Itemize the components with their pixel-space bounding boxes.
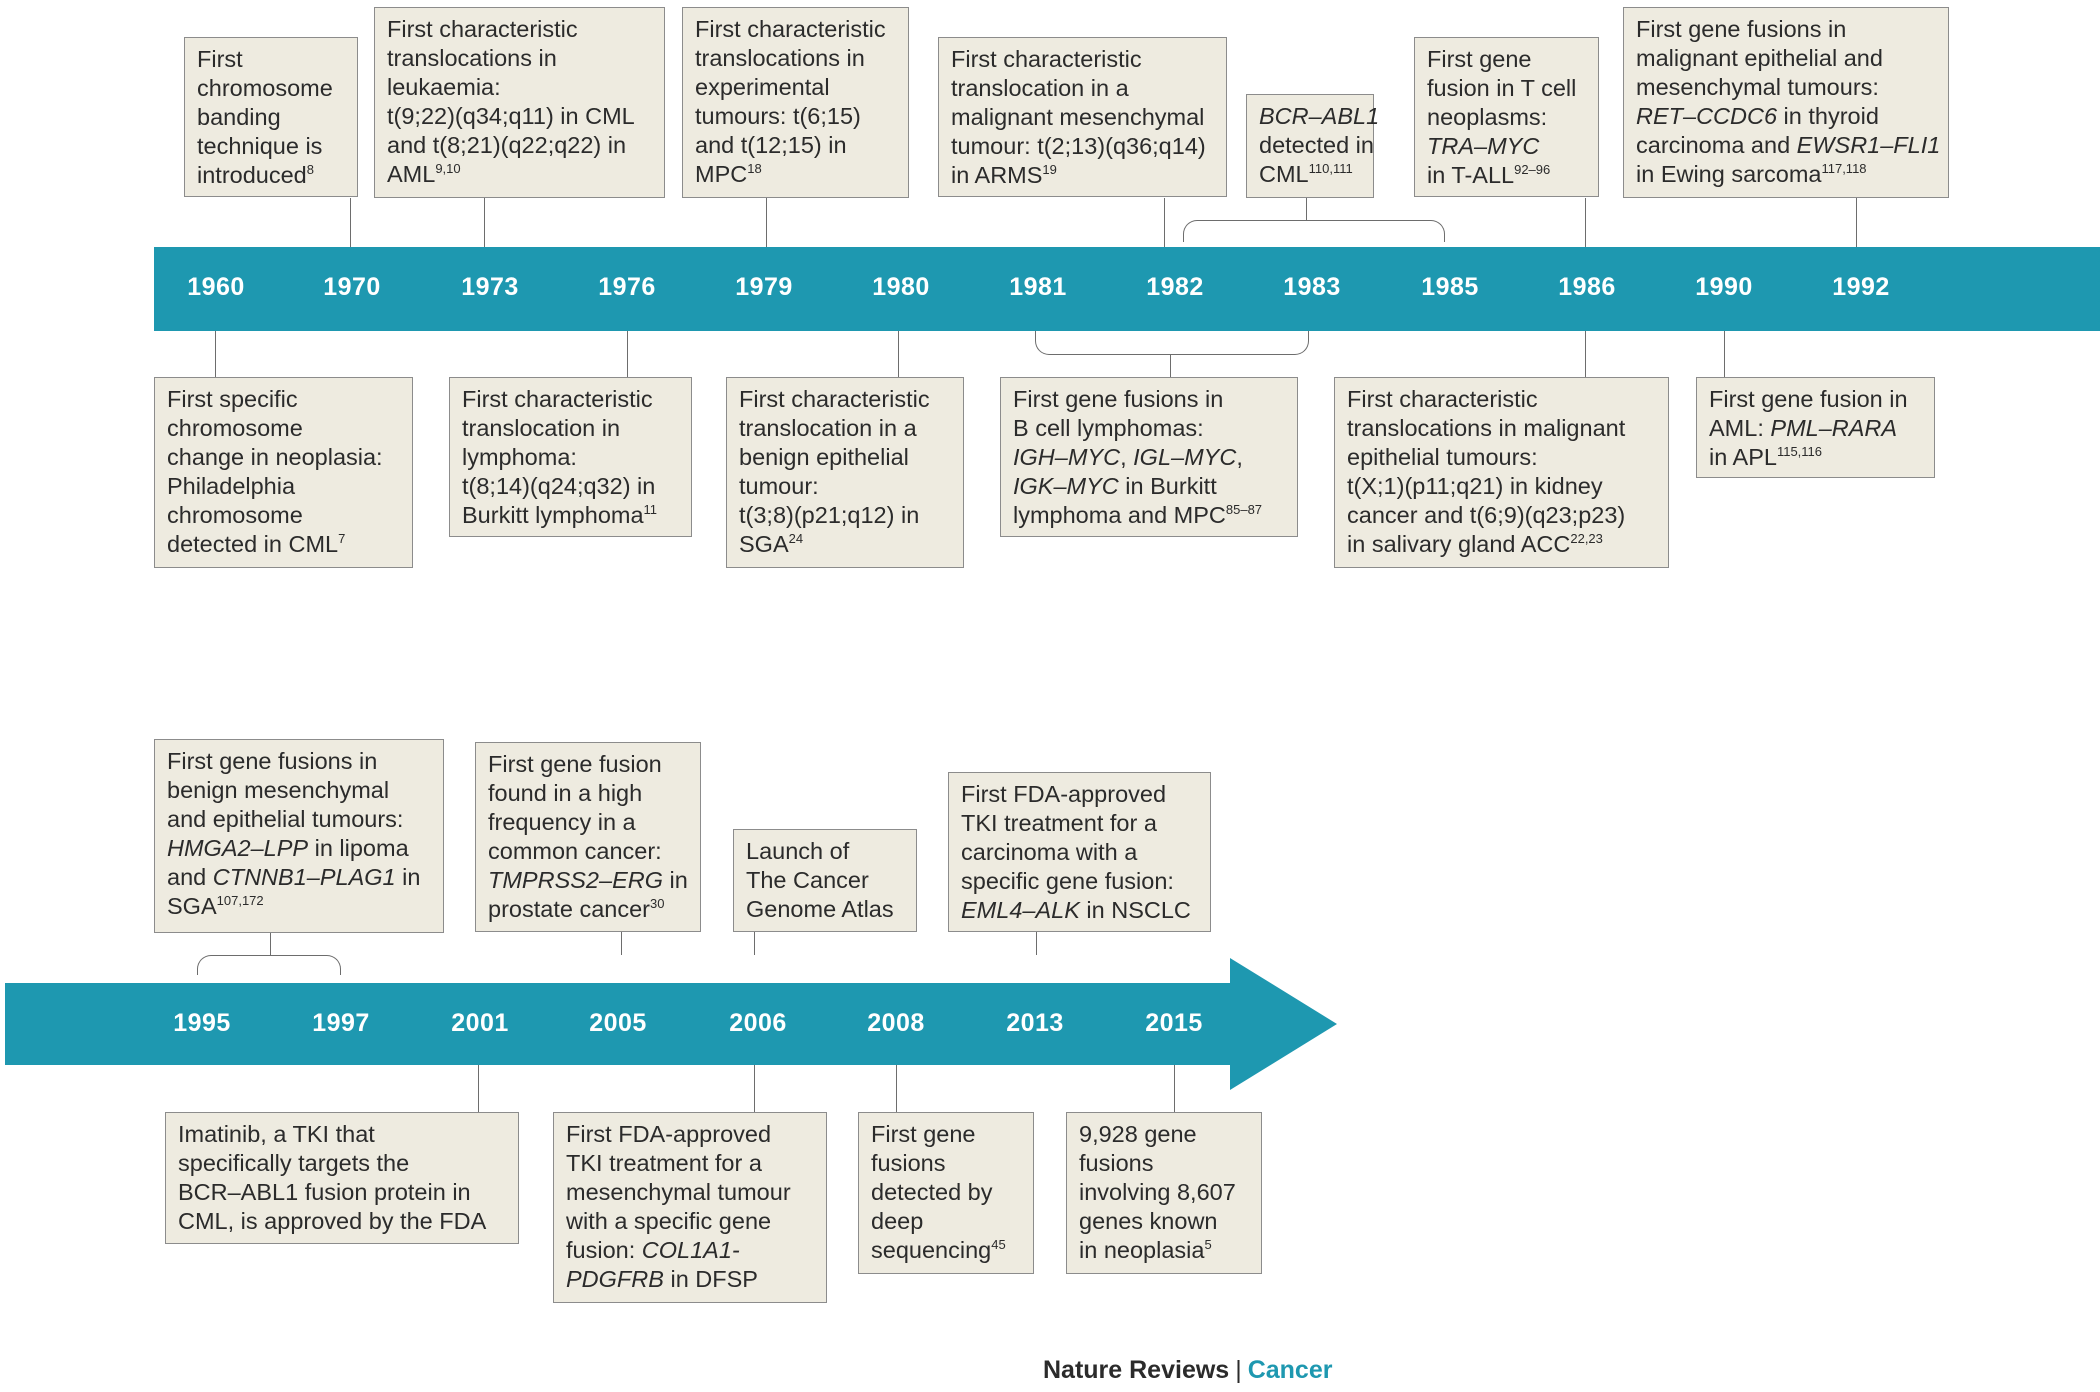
event-text-line: Launch of — [746, 838, 850, 864]
connector-line — [766, 198, 767, 247]
connector-line — [1174, 1065, 1175, 1112]
event-box-top2-1995-1997 — [154, 739, 444, 933]
event-text-line: in neoplasia$^5$ — [1079, 1237, 1212, 1263]
event-text-line: First gene fusions in — [1013, 386, 1224, 412]
event-text-line: translocation in a — [739, 415, 917, 441]
event-text-line: carcinoma with a — [961, 839, 1138, 865]
event-text-line: neoplasms: — [1427, 104, 1548, 130]
event-text-line: SGA$^{24}$ — [739, 531, 804, 557]
event-box-bottom-1986 — [1334, 377, 1669, 568]
event-text-line: change in neoplasia: — [167, 444, 383, 470]
event-text-line: introduced$^8$ — [197, 162, 314, 188]
event-text-line: experimental — [695, 74, 830, 100]
event-text-line: technique is — [197, 133, 323, 159]
event-text-line: benign mesenchymal — [167, 777, 390, 803]
event-text-line: genes known — [1079, 1208, 1218, 1234]
year-label-1990: 1990 — [1695, 273, 1753, 301]
year-label-1985: 1985 — [1421, 273, 1479, 301]
event-box-top-1992 — [1623, 7, 1949, 198]
event-text-line: translocation in — [462, 415, 621, 441]
event-box-bottom2-2005 — [553, 1112, 827, 1303]
event-text-line: t(8;14)(q24;q32) in — [462, 473, 656, 499]
event-text-line: Philadelphia — [167, 473, 296, 499]
event-text-line: mesenchymal tumour — [566, 1179, 791, 1205]
event-text-line: translocation in a — [951, 75, 1129, 101]
event-text-line: translocations in malignant — [1347, 415, 1626, 441]
event-text-line: fusion: COL1A1- — [566, 1237, 740, 1263]
year-label-1960: 1960 — [187, 273, 245, 301]
event-text-line: CML, is approved by the FDA — [178, 1208, 487, 1234]
event-text-line: chromosome — [167, 415, 303, 441]
event-text-line: TRA–MYC — [1427, 133, 1540, 159]
event-text-line: Imatinib, a TKI that — [178, 1121, 375, 1147]
event-text-line: Burkitt lymphoma$^{11}$ — [462, 502, 658, 528]
connector-line — [627, 331, 628, 377]
year-label-1982: 1982 — [1146, 273, 1204, 301]
event-text-line: benign epithelial — [739, 444, 909, 470]
year-range-bracket — [1183, 220, 1445, 242]
event-text-line: tumour: t(2;13)(q36;q14) — [951, 133, 1206, 159]
connector-line — [1170, 355, 1171, 377]
event-text-line: First FDA-approved — [566, 1121, 772, 1147]
event-box-bottom-1976 — [449, 377, 692, 537]
year-label-2013: 2013 — [1006, 1009, 1064, 1037]
event-box-bottom-1990 — [1696, 377, 1935, 478]
event-text-line: Genome Atlas — [746, 896, 894, 922]
event-text-line: First gene — [1427, 46, 1532, 72]
year-label-1970: 1970 — [323, 273, 381, 301]
connector-line — [484, 198, 485, 247]
connector-line — [1585, 331, 1586, 377]
connector-line — [1164, 198, 1165, 247]
event-text-line: and CTNNB1–PLAG1 in — [167, 864, 421, 890]
event-text-line: TMPRSS2–ERG in — [488, 867, 688, 893]
event-box-top2-2013 — [948, 772, 1211, 932]
event-text-line: detected in CML$^7$ — [167, 531, 346, 557]
event-text-line: sequencing$^{45}$ — [871, 1237, 1006, 1263]
event-text-line: lymphoma: — [462, 444, 577, 470]
event-text-line: First gene fusion in — [1709, 386, 1908, 412]
connector-line — [1856, 198, 1857, 247]
event-text-line: B cell lymphomas: — [1013, 415, 1204, 441]
event-text-line: translocations in — [695, 45, 865, 71]
year-label-1986: 1986 — [1558, 273, 1616, 301]
event-text-line: First gene fusions in — [1636, 16, 1847, 42]
connector-line — [478, 1065, 479, 1112]
event-text-line: and epithelial tumours: — [167, 806, 404, 832]
event-text-line: IGH–MYC, IGL–MYC, — [1013, 444, 1243, 470]
event-text-line: chromosome — [197, 75, 333, 101]
event-text-line: mesenchymal tumours: — [1636, 74, 1879, 100]
event-box-bottom-1980 — [726, 377, 964, 568]
event-text-line: frequency in a — [488, 809, 636, 835]
event-text-line: First gene — [871, 1121, 976, 1147]
year-label-1979: 1979 — [735, 273, 793, 301]
year-label-1976: 1976 — [598, 273, 656, 301]
journal-section: Cancer — [1247, 1356, 1333, 1384]
year-label-1973: 1973 — [461, 273, 519, 301]
event-box-top2-2006 — [733, 829, 917, 932]
event-text-line: lymphoma and MPC$^{85-87}$ — [1013, 502, 1263, 528]
event-text-line: First specific — [167, 386, 298, 412]
connector-line — [1306, 198, 1307, 221]
event-box-bottom2-2015 — [1066, 1112, 1262, 1274]
event-text-line: in APL$^{115,116}$ — [1709, 444, 1823, 470]
event-text-line: in Ewing sarcoma$^{117,118}$ — [1636, 161, 1867, 187]
event-text-line: found in a high — [488, 780, 643, 806]
connector-line — [1036, 932, 1037, 955]
year-label-1992: 1992 — [1832, 273, 1890, 301]
year-label-2001: 2001 — [451, 1009, 509, 1037]
journal-name: Nature Reviews — [1043, 1356, 1230, 1384]
event-box-top-1982-1985 — [1246, 94, 1380, 198]
event-text-line: First FDA-approved — [961, 781, 1167, 807]
connector-line — [215, 331, 216, 377]
connector-line — [270, 933, 271, 955]
event-text-line: banding — [197, 104, 281, 130]
event-text-line: specifically targets the — [178, 1150, 410, 1176]
event-text-line: First characteristic — [739, 386, 930, 412]
event-text-line: First gene fusions in — [167, 748, 378, 774]
event-text-line: SGA$^{107,172}$ — [167, 893, 264, 919]
event-box-bottom-1960 — [154, 377, 413, 568]
event-text-line: prostate cancer$^{30}$ — [488, 896, 665, 922]
event-text-line: t(3;8)(p21;q12) in — [739, 502, 920, 528]
event-text-line: tumours: t(6;15) — [695, 103, 861, 129]
event-text-line: fusion in T cell — [1427, 75, 1577, 101]
connector-line — [350, 198, 351, 247]
event-text-line: First gene fusion — [488, 751, 662, 777]
connector-line — [621, 932, 622, 955]
event-box-top-1973 — [374, 7, 665, 198]
event-text-line: First characteristic — [462, 386, 653, 412]
event-text-line: 9,928 gene — [1079, 1121, 1197, 1147]
event-text-line: CML$^{110,111}$ — [1259, 161, 1353, 187]
year-label-2015: 2015 — [1145, 1009, 1203, 1037]
event-text-line: First characteristic — [951, 46, 1142, 72]
event-text-line: chromosome — [167, 502, 303, 528]
connector-line — [1585, 198, 1586, 247]
event-box-top-1979 — [682, 7, 909, 198]
connector-line — [898, 331, 899, 377]
event-text-line: PDGFRB in DFSP — [566, 1266, 758, 1292]
event-text-line: translocations in — [387, 45, 557, 71]
event-text-line: detected by — [871, 1179, 993, 1205]
event-text-line: cancer and t(6;9)(q23;p23) — [1347, 502, 1626, 528]
event-text-line: detected in — [1259, 132, 1374, 158]
event-text-line: EML4–ALK in NSCLC — [961, 897, 1191, 923]
event-text-line: BCR–ABL1 fusion protein in — [178, 1179, 471, 1205]
connector-line — [754, 932, 755, 955]
event-text-line: IGK–MYC in Burkitt — [1013, 473, 1217, 499]
event-text-line: First characteristic — [695, 16, 886, 42]
year-range-bracket — [1035, 331, 1309, 355]
connector-line — [754, 1065, 755, 1112]
event-text-line: in salivary gland ACC$^{22,23}$ — [1347, 531, 1603, 557]
year-label-1980: 1980 — [872, 273, 930, 301]
year-label-2006: 2006 — [729, 1009, 787, 1037]
event-text-line: First characteristic — [387, 16, 578, 42]
year-label-2005: 2005 — [589, 1009, 647, 1037]
event-box-bottom-1981-1983 — [1000, 377, 1298, 537]
event-text-line: leukaemia: — [387, 74, 501, 100]
event-text-line: and t(8;21)(q22;q22) in — [387, 132, 627, 158]
event-text-line: t(X;1)(p11;q21) in kidney — [1347, 473, 1603, 499]
event-box-top-1982 — [938, 37, 1227, 197]
event-text-line: t(9;22)(q34;q11) in CML — [387, 103, 635, 129]
year-label-1995: 1995 — [173, 1009, 231, 1037]
event-text-line: involving 8,607 — [1079, 1179, 1236, 1205]
event-text-line: malignant mesenchymal — [951, 104, 1205, 130]
event-text-line: First — [197, 46, 243, 72]
event-text-line: malignant epithelial and — [1636, 45, 1883, 71]
event-box-bottom2-2001 — [165, 1112, 519, 1244]
event-text-line: MPC$^{18}$ — [695, 161, 762, 187]
event-text-line: common cancer: — [488, 838, 662, 864]
year-range-bracket — [197, 955, 341, 975]
event-text-line: First characteristic — [1347, 386, 1538, 412]
event-text-line: The Cancer — [746, 867, 869, 893]
event-text-line: fusions — [871, 1150, 946, 1176]
event-text-line: RET–CCDC6 in thyroid — [1636, 103, 1879, 129]
year-label-1983: 1983 — [1283, 273, 1341, 301]
event-text-line: deep — [871, 1208, 924, 1234]
event-text-line: TKI treatment for a — [961, 810, 1157, 836]
event-box-top-1970 — [184, 37, 358, 197]
event-box-bottom2-2008 — [858, 1112, 1034, 1274]
journal-credit — [1043, 1356, 1332, 1385]
event-text-line: HMGA2–LPP in lipoma — [167, 835, 409, 861]
event-text-line: in ARMS$^{19}$ — [951, 162, 1057, 188]
event-text-line: with a specific gene — [566, 1208, 772, 1234]
event-text-line: carcinoma and EWSR1–FLI1 — [1636, 132, 1941, 158]
event-text-line: specific gene fusion: — [961, 868, 1174, 894]
event-text-line: tumour: — [739, 473, 819, 499]
event-text-line: AML: PML–RARA — [1709, 415, 1898, 441]
event-text-line: epithelial tumours: — [1347, 444, 1538, 470]
event-text-line: in T-ALL$^{92-96}$ — [1427, 162, 1551, 188]
event-text-line: fusions — [1079, 1150, 1154, 1176]
event-box-top2-2005 — [475, 742, 701, 932]
year-label-2008: 2008 — [867, 1009, 925, 1037]
year-label-1997: 1997 — [312, 1009, 370, 1037]
event-text-line: TKI treatment for a — [566, 1150, 762, 1176]
connector-line — [1724, 331, 1725, 377]
connector-line — [896, 1065, 897, 1112]
event-text-line: and t(12;15) in — [695, 132, 847, 158]
credit-separator: | — [1235, 1356, 1242, 1384]
event-text-line: BCR–ABL1 — [1259, 103, 1380, 129]
event-text-line: AML$^{9,10}$ — [387, 161, 461, 187]
year-label-1981: 1981 — [1009, 273, 1067, 301]
event-box-top-1986 — [1414, 37, 1599, 197]
